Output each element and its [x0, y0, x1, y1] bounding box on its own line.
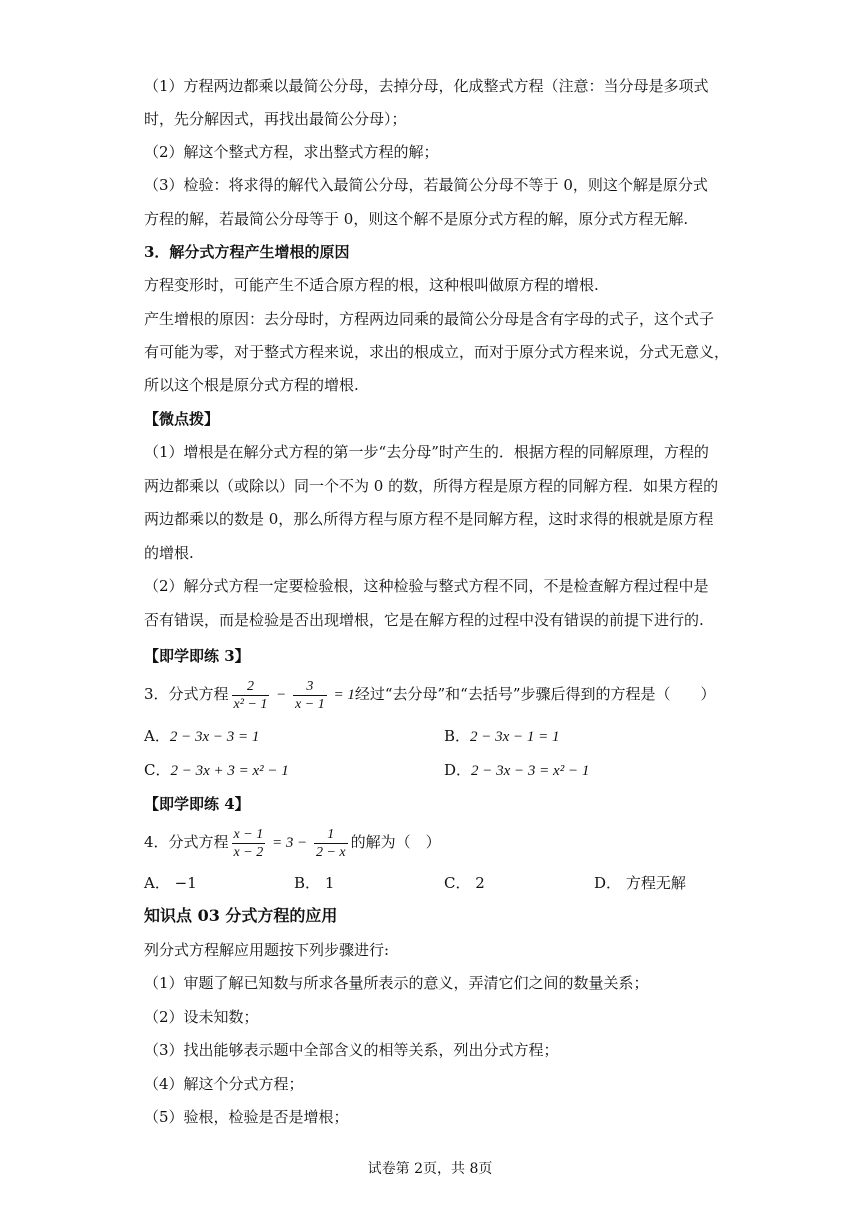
- option-expression: 2 − 3x + 3 = x² − 1: [170, 763, 289, 779]
- intro-step-3a: （3）检验：将求得的解代入最简公分母，若最简公分母不等于 0，则这个解是原分式: [144, 176, 708, 194]
- fraction-3-over-x-1: [293, 678, 327, 713]
- minus-sign: −: [272, 687, 291, 703]
- tip-a2: 两边都乘以（或除以）同一个不为 0 的数，所得方程是原方程的同解方程．如果方程的: [144, 477, 719, 495]
- option-value: −1: [174, 874, 197, 892]
- question-3: [144, 672, 716, 716]
- question-3-suffix: 经过“去分母”和“去括号”步骤后得到的方程是（ ）: [354, 685, 716, 703]
- page-footer: 试卷第 2页，共 8页: [367, 1161, 493, 1177]
- option-letter: B．: [444, 727, 471, 745]
- intro-step-3b: 方程的解，若最简公分母等于 0，则这个解不是原分式方程的解，原分式方程无解.: [144, 210, 689, 228]
- fraction-denominator: 2 − x: [315, 844, 346, 860]
- section-3-p2a: 产生增根的原因：去分母时，方程两边同乘的最简公分母是含有字母的式子，这个式子: [144, 310, 715, 328]
- question-4-suffix: 的解为（ ）: [350, 833, 441, 851]
- fraction-numerator: 3: [306, 678, 314, 694]
- equals-one: = 1: [329, 687, 355, 703]
- application-step: （5）验根，检验是否是增根；: [144, 1108, 349, 1126]
- question-3-prefix: 3．分式方程: [144, 685, 229, 703]
- q3-option-c[interactable]: [144, 760, 289, 781]
- tip-b1: （2）解分式方程一定要检验根，这种检验与整式方程不同，不是检查解方程过程中是: [144, 577, 709, 595]
- fraction-numerator: 1: [327, 826, 335, 842]
- option-letter: D．: [594, 874, 622, 892]
- section-3-heading: 3．解分式方程产生增根的原因: [144, 243, 350, 261]
- fraction-numerator: 2: [246, 678, 254, 694]
- application-step: （4）解这个分式方程；: [144, 1075, 304, 1093]
- option-letter: B．: [294, 874, 321, 892]
- option-value: 2: [475, 874, 485, 892]
- intro-step-1a: （1）方程两边都乘以最简公分母，去掉分母，化成整式方程（注意：当分母是多项式: [144, 77, 709, 95]
- option-letter: C．: [144, 761, 171, 779]
- knowledge-point-3-heading: 知识点 03 分式方程的应用: [144, 906, 338, 925]
- fraction-2-over-x2-1: [232, 678, 270, 713]
- application-step: （3）找出能够表示题中全部含义的相等关系，列出分式方程；: [144, 1041, 559, 1059]
- fraction-denominator: x − 2: [233, 844, 264, 860]
- practice-4-heading: 【即学即练 4】: [144, 795, 250, 813]
- application-step: （1）审题了解已知数与所求各量所表示的意义，弄清它们之间的数量关系；: [144, 974, 649, 992]
- section-3-p2c: 所以这个根是原分式方程的增根.: [144, 376, 359, 394]
- q4-option-a[interactable]: [144, 873, 197, 893]
- section-3-p2b: 有可能为零，对于整式方程来说，求出的根成立，而对于原分式方程来说，分式无意义，: [144, 343, 730, 361]
- option-letter: A．: [144, 874, 170, 892]
- tip-a1: （1）增根是在解分式方程的第一步“去分母”时产生的．根据方程的同解原理，方程的: [144, 443, 709, 461]
- tip-a4: 的增根.: [144, 544, 194, 562]
- q3-option-b[interactable]: [444, 726, 560, 747]
- knowledge-point-3-intro: 列分式方程解应用题按下列步骤进行:: [144, 941, 390, 959]
- option-expression: 2 − 3x − 3 = x² − 1: [471, 763, 590, 779]
- q4-option-c[interactable]: [444, 873, 485, 893]
- option-letter: D．: [444, 761, 472, 779]
- option-letter: C．: [444, 874, 471, 892]
- application-step: （2）设未知数；: [144, 1008, 259, 1026]
- fraction-denominator: x − 1: [295, 696, 325, 712]
- option-expression: 2 − 3x − 3 = 1: [169, 729, 260, 745]
- tip-a3: 两边都乘以的数是 0，那么所得方程与原方程不是同解方程，这时求得的根就是原方程: [144, 510, 714, 528]
- option-expression: 2 − 3x − 1 = 1: [470, 729, 560, 745]
- fraction-denominator: x² − 1: [233, 696, 268, 712]
- q4-option-d[interactable]: [594, 873, 686, 893]
- q3-option-a[interactable]: [144, 726, 259, 747]
- practice-3-heading: 【即学即练 3】: [144, 647, 250, 665]
- section-3-p1: 方程变形时，可能产生不适合原方程的根，这种根叫做原方程的增根.: [144, 276, 599, 294]
- question-4: [144, 820, 441, 864]
- tip-heading: 【微点拨】: [144, 410, 220, 428]
- intro-step-1b: 时，先分解因式，再找出最简公分母）；: [144, 110, 407, 128]
- equals-three-minus: = 3 −: [268, 835, 311, 851]
- q3-option-d[interactable]: [444, 760, 589, 781]
- fraction-1-over-2-x: [314, 826, 348, 861]
- fraction-x-1-over-x-2: [232, 826, 266, 861]
- tip-b2: 否有错误，而是检验是否出现增根，它是在解方程的过程中没有错误的前提下进行的.: [144, 611, 704, 629]
- option-value: 方程无解: [625, 874, 686, 892]
- fraction-numerator: x − 1: [233, 826, 264, 842]
- q4-option-b[interactable]: [294, 873, 334, 893]
- option-value: 1: [324, 874, 335, 892]
- intro-step-2: （2）解这个整式方程，求出整式方程的解；: [144, 143, 439, 161]
- question-4-prefix: 4．分式方程: [144, 833, 229, 851]
- option-letter: A．: [144, 727, 170, 745]
